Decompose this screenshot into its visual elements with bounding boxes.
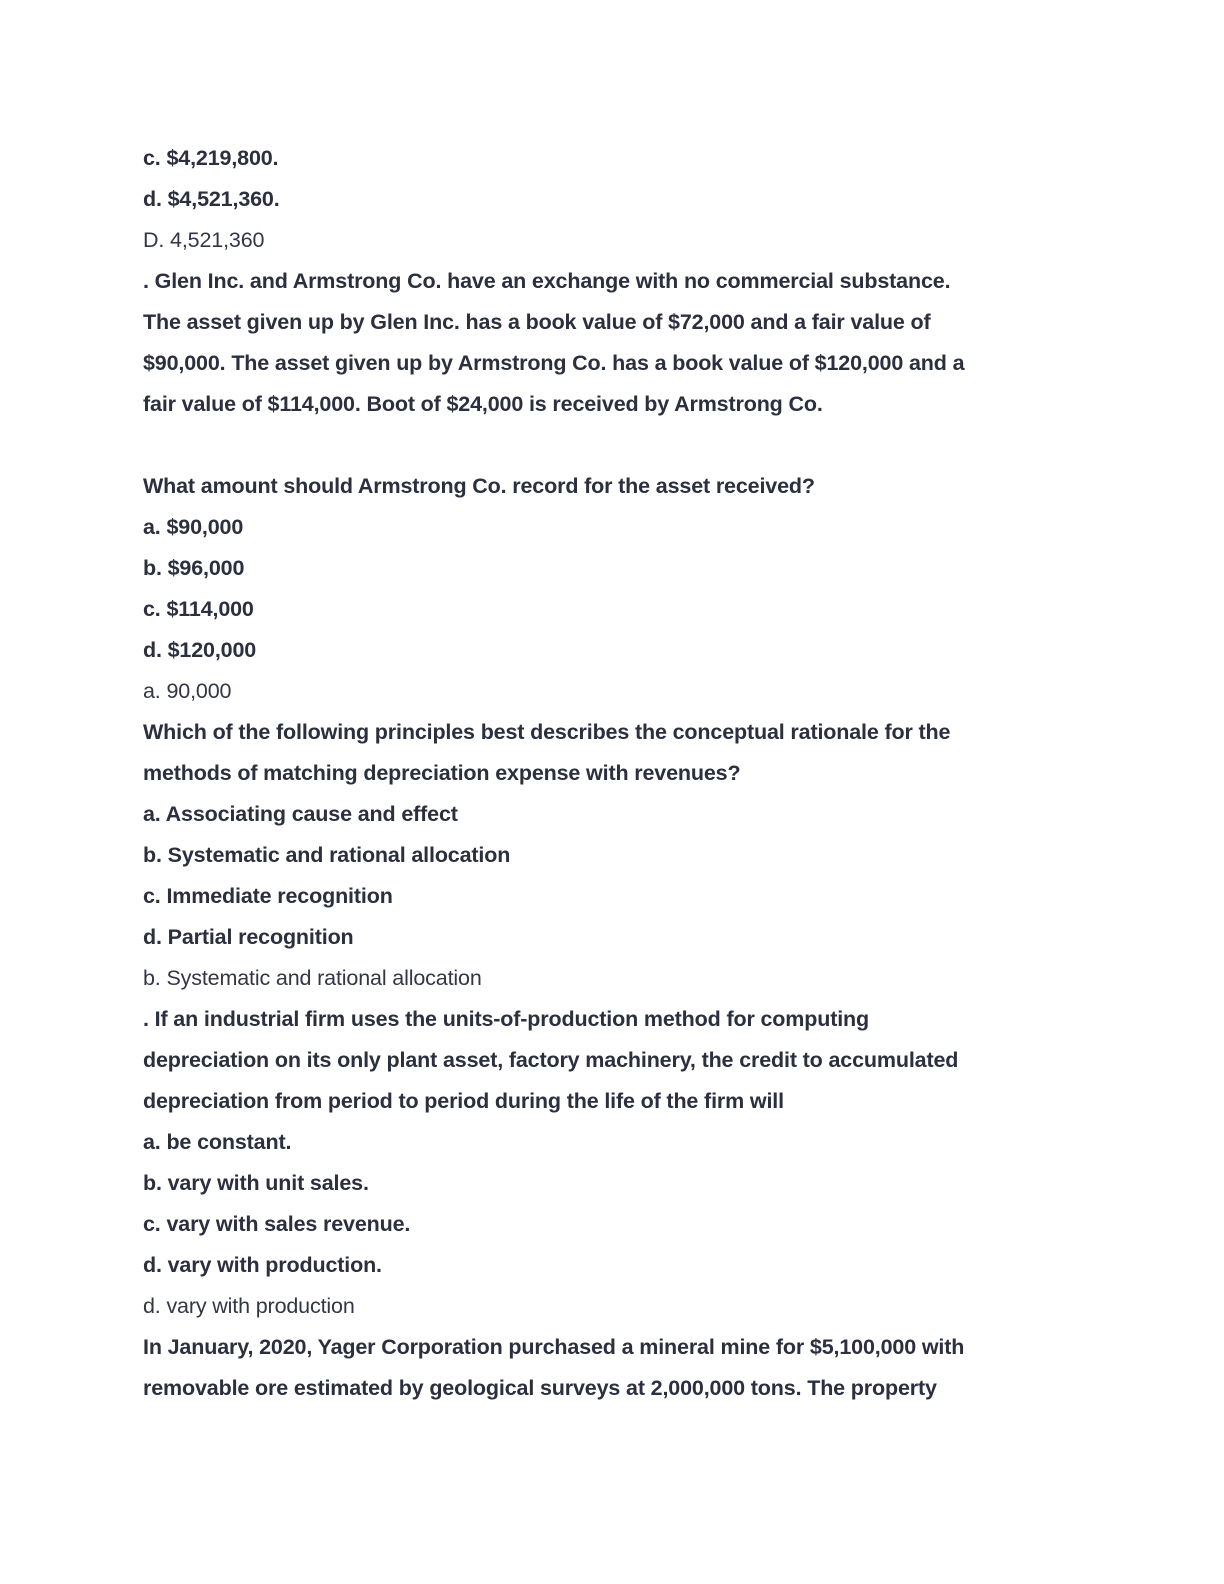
prompt-line: In January, 2020, Yager Corporation purchased a mineral mine for $5,100,000 with	[143, 1335, 965, 1359]
option-d: d. Partial recognition	[143, 925, 354, 949]
option-d: d. vary with production.	[143, 1253, 382, 1277]
question-block-5	[143, 1327, 1083, 1409]
option-a: a. be constant.	[143, 1130, 292, 1154]
option-c: c. $4,219,800.	[143, 146, 279, 170]
prompt-line: depreciation on its only plant asset, factory machinery, the credit to accumulated	[143, 1048, 959, 1072]
answer-text: a. 90,000	[143, 679, 232, 703]
option-a: a. $90,000	[143, 515, 244, 539]
option-b: b. Systematic and rational allocation	[143, 843, 511, 867]
prompt-line: $90,000. The asset given up by Armstrong Co. has a book value of $120,000 and a	[143, 351, 965, 375]
prompt-line: methods of matching depreciation expense with revenues?	[143, 761, 741, 785]
option-b: b. vary with unit sales.	[143, 1171, 369, 1195]
prompt-line: fair value of $114,000. Boot of $24,000 is received by Armstrong Co.	[143, 392, 823, 416]
option-c: c. vary with sales revenue.	[143, 1212, 411, 1236]
option-c: c. $114,000	[143, 597, 254, 621]
question-block-3	[143, 712, 1083, 999]
answer-text: D. 4,521,360	[143, 228, 265, 252]
prompt-line: depreciation from period to period during the life of the firm will	[143, 1089, 784, 1113]
question-block-2	[143, 261, 1083, 712]
blank-line	[143, 425, 1083, 466]
prompt-line: The asset given up by Glen Inc. has a book value of $72,000 and a fair value of	[143, 310, 931, 334]
answer-text: b. Systematic and rational allocation	[143, 966, 482, 990]
prompt-line: removable ore estimated by geological surveys at 2,000,000 tons. The property	[143, 1376, 937, 1400]
option-d: d. $4,521,360.	[143, 187, 280, 211]
question-block-1	[143, 138, 1083, 261]
prompt-line: Which of the following principles best describes the conceptual rationale for the	[143, 720, 951, 744]
document-page	[143, 138, 1083, 1409]
answer-text: d. vary with production	[143, 1294, 355, 1318]
option-d: d. $120,000	[143, 638, 257, 662]
option-c: c. Immediate recognition	[143, 884, 393, 908]
option-a: a. Associating cause and effect	[143, 802, 458, 826]
question-block-4	[143, 999, 1083, 1327]
question-text: What amount should Armstrong Co. record for the asset received?	[143, 474, 815, 498]
option-b: b. $96,000	[143, 556, 245, 580]
prompt-line: . If an industrial firm uses the units-of-production method for computing	[143, 1007, 870, 1031]
prompt-line: . Glen Inc. and Armstrong Co. have an exchange with no commercial substance.	[143, 269, 951, 293]
